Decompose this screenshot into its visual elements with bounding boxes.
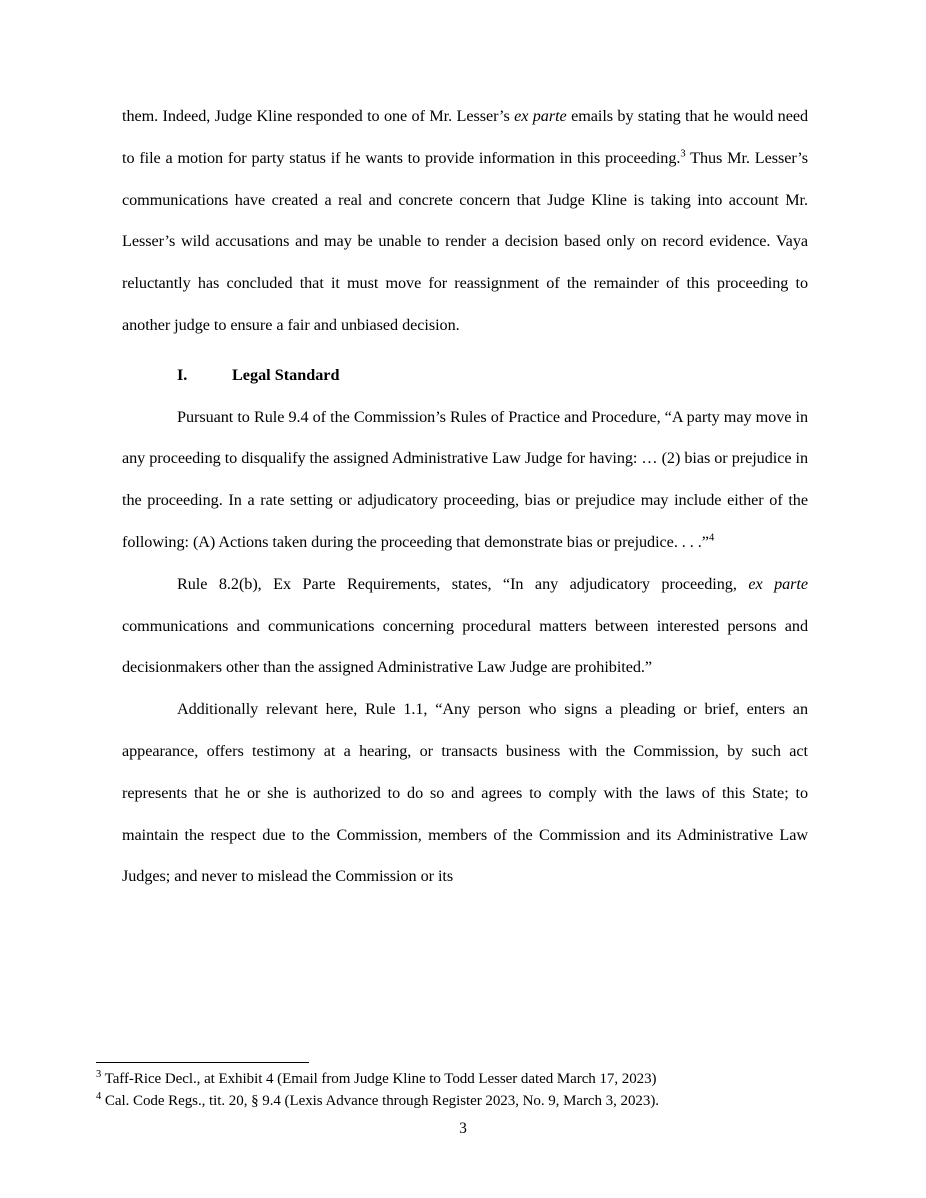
footnote-ref-3: 3 bbox=[680, 148, 686, 160]
section-heading-number: I. bbox=[177, 365, 188, 384]
page-number: 3 bbox=[459, 1120, 467, 1137]
paragraph-2 bbox=[122, 397, 808, 564]
paragraph-3 bbox=[122, 564, 808, 689]
paragraph-1-run-2-italic: ex parte bbox=[514, 107, 567, 125]
paragraph-3-run-1: Rule 8.2(b), Ex Parte Requirements, states, “In any adjudicatory proceeding, bbox=[177, 574, 749, 593]
footnote-3-text: Taff-Rice Decl., at Exhibit 4 (Email from Judge Kline to Todd Lesser dated March 17, 2023) bbox=[101, 1071, 657, 1087]
paragraph-1-run-5: Thus Mr. Lesser’s communications have created a real and concrete concern that Judge Kline is taking into account Mr. Lesser’s wild accusations and may be unable to render a decision based only on record evidence. Vaya reluctantly has concluded that it must move for reassignment of the remainder of this proceeding to another judge to ensure a fair and unbiased decision. bbox=[122, 148, 809, 334]
footnote-4 bbox=[96, 1091, 812, 1113]
paragraph-3-run-3: communications and communications concerning procedural matters between interested persons and decisionmakers other than the assigned Administrative Law Judge are prohibited.” bbox=[122, 616, 808, 677]
paragraph-3-run-2-italic: ex parte bbox=[748, 574, 808, 593]
section-heading bbox=[122, 355, 808, 397]
footnote-area bbox=[96, 1062, 812, 1112]
paragraph-1-run-3: emails by stating that he would need to file a motion for party status if he wants to provide information in this proceeding. bbox=[122, 107, 809, 167]
paragraph-1-run-1: them. Indeed, Judge Kline responded to one of Mr. Lesser’s bbox=[122, 107, 515, 125]
paragraph-1 bbox=[122, 96, 808, 347]
footnote-separator-rule bbox=[96, 1062, 309, 1063]
section-heading-text: Legal Standard bbox=[232, 365, 340, 384]
paragraph-4-run-1: Additionally relevant here, Rule 1.1, “Any person who signs a pleading or brief, enters an appearance, offers testimony at a hearing, or transacts business with the Commission, by such act represents that he or she is authorized to do so and agrees to comply with the laws of this State; to maintain the respect due to the Commission, members of the Commission and its Administrative Law Judges; and never to mislead the Commission or its bbox=[122, 700, 808, 886]
footnote-3 bbox=[96, 1069, 812, 1091]
footnote-4-text: Cal. Code Regs., tit. 20, § 9.4 (Lexis Advance through Register 2023, No. 9, March 3, 2023). bbox=[101, 1092, 659, 1109]
paragraph-2-run-1: Pursuant to Rule 9.4 of the Commission’s Rules of Practice and Procedure, “A party may move in any proceeding to disqualify the assigned Administrative Law Judge for having: … (2) bias or prejudice in the proceeding. In a rate setting or adjudicatory proceeding, bias or prejudice may include either of the following: (A) Actions taken during the proceeding that demonstrate bias or prejudice. . . .” bbox=[122, 407, 808, 551]
footnote-3-marker: 3 bbox=[96, 1069, 102, 1080]
page-body bbox=[122, 96, 808, 898]
paragraph-4 bbox=[122, 689, 808, 898]
footnote-ref-4: 4 bbox=[708, 532, 715, 544]
footnote-4-marker: 4 bbox=[96, 1090, 102, 1102]
